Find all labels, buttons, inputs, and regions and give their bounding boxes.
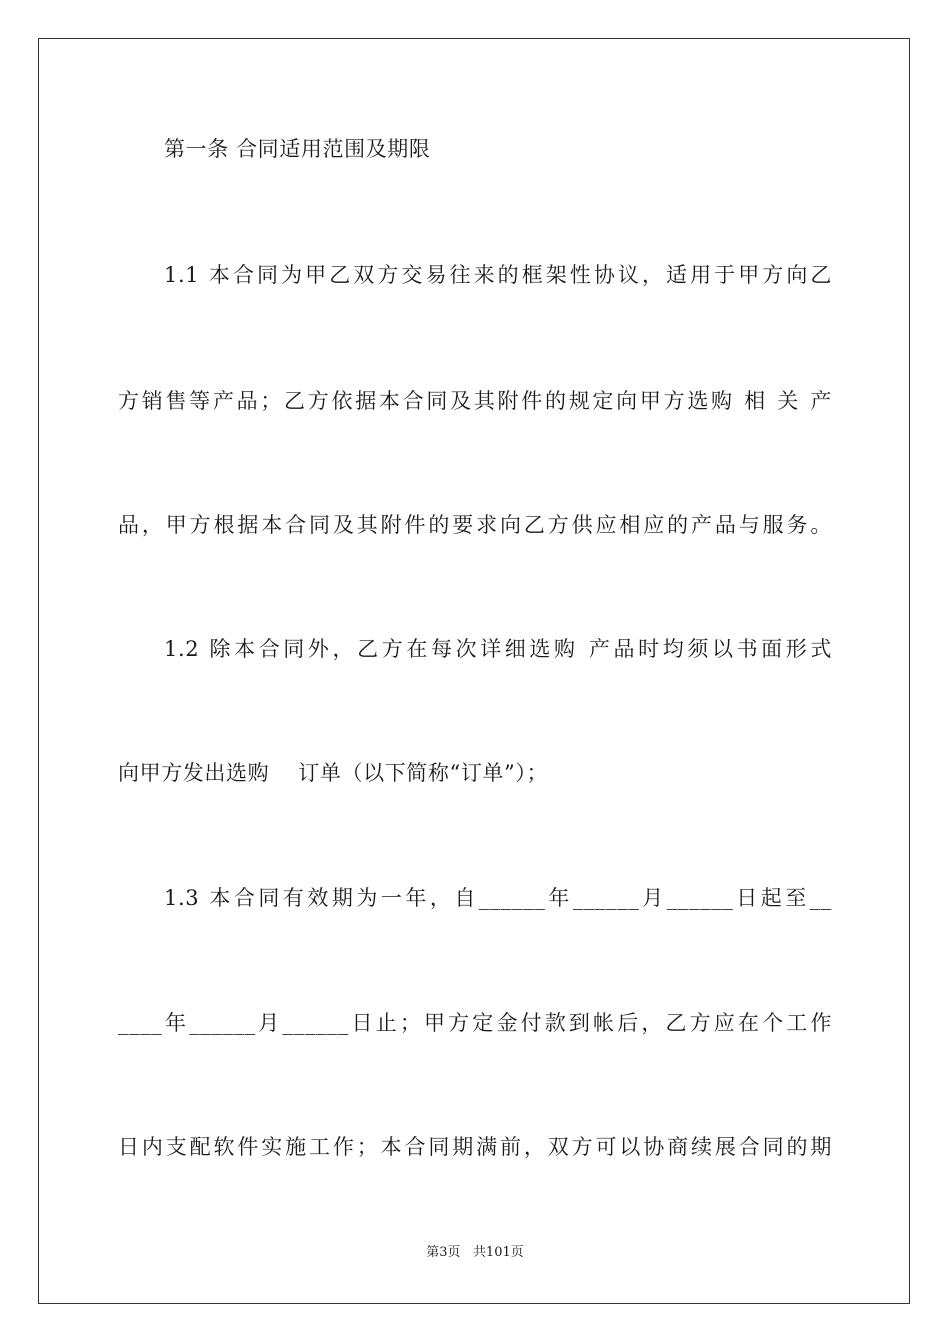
paragraph-line: 1.3 本合同有效期为一年，自______年______月______日起至__ <box>164 886 832 910</box>
page-border <box>38 38 910 1304</box>
paragraph-line: 日内支配软件实施工作；本合同期满前，双方可以协商续展合同的期 <box>118 1135 832 1159</box>
paragraph-line: 1.2 除本合同外，乙方在每次详细选购 产品时均须以书面形式 <box>164 637 832 661</box>
page-number-footer: 第3页 共101页 <box>426 1245 524 1260</box>
paragraph-line: ____年______月______日止；甲方定金付款到帐后，乙方应在个工作 <box>118 1011 832 1035</box>
paragraph-line: 方销售等产品；乙方依据本合同及其附件的规定向甲方选购 相 关 产 <box>118 389 832 413</box>
paragraph-line: 向甲方发出选购 订单（以下简称“订单”）； <box>118 761 549 785</box>
paragraph-line: 1.1 本合同为甲乙双方交易往来的框架性协议，适用于甲方向乙 <box>164 263 832 287</box>
section-heading: 第一条 合同适用范围及期限 <box>164 137 431 161</box>
paragraph-line: 品，甲方根据本合同及其附件的要求向乙方供应相应的产品与服务。 <box>118 513 832 537</box>
